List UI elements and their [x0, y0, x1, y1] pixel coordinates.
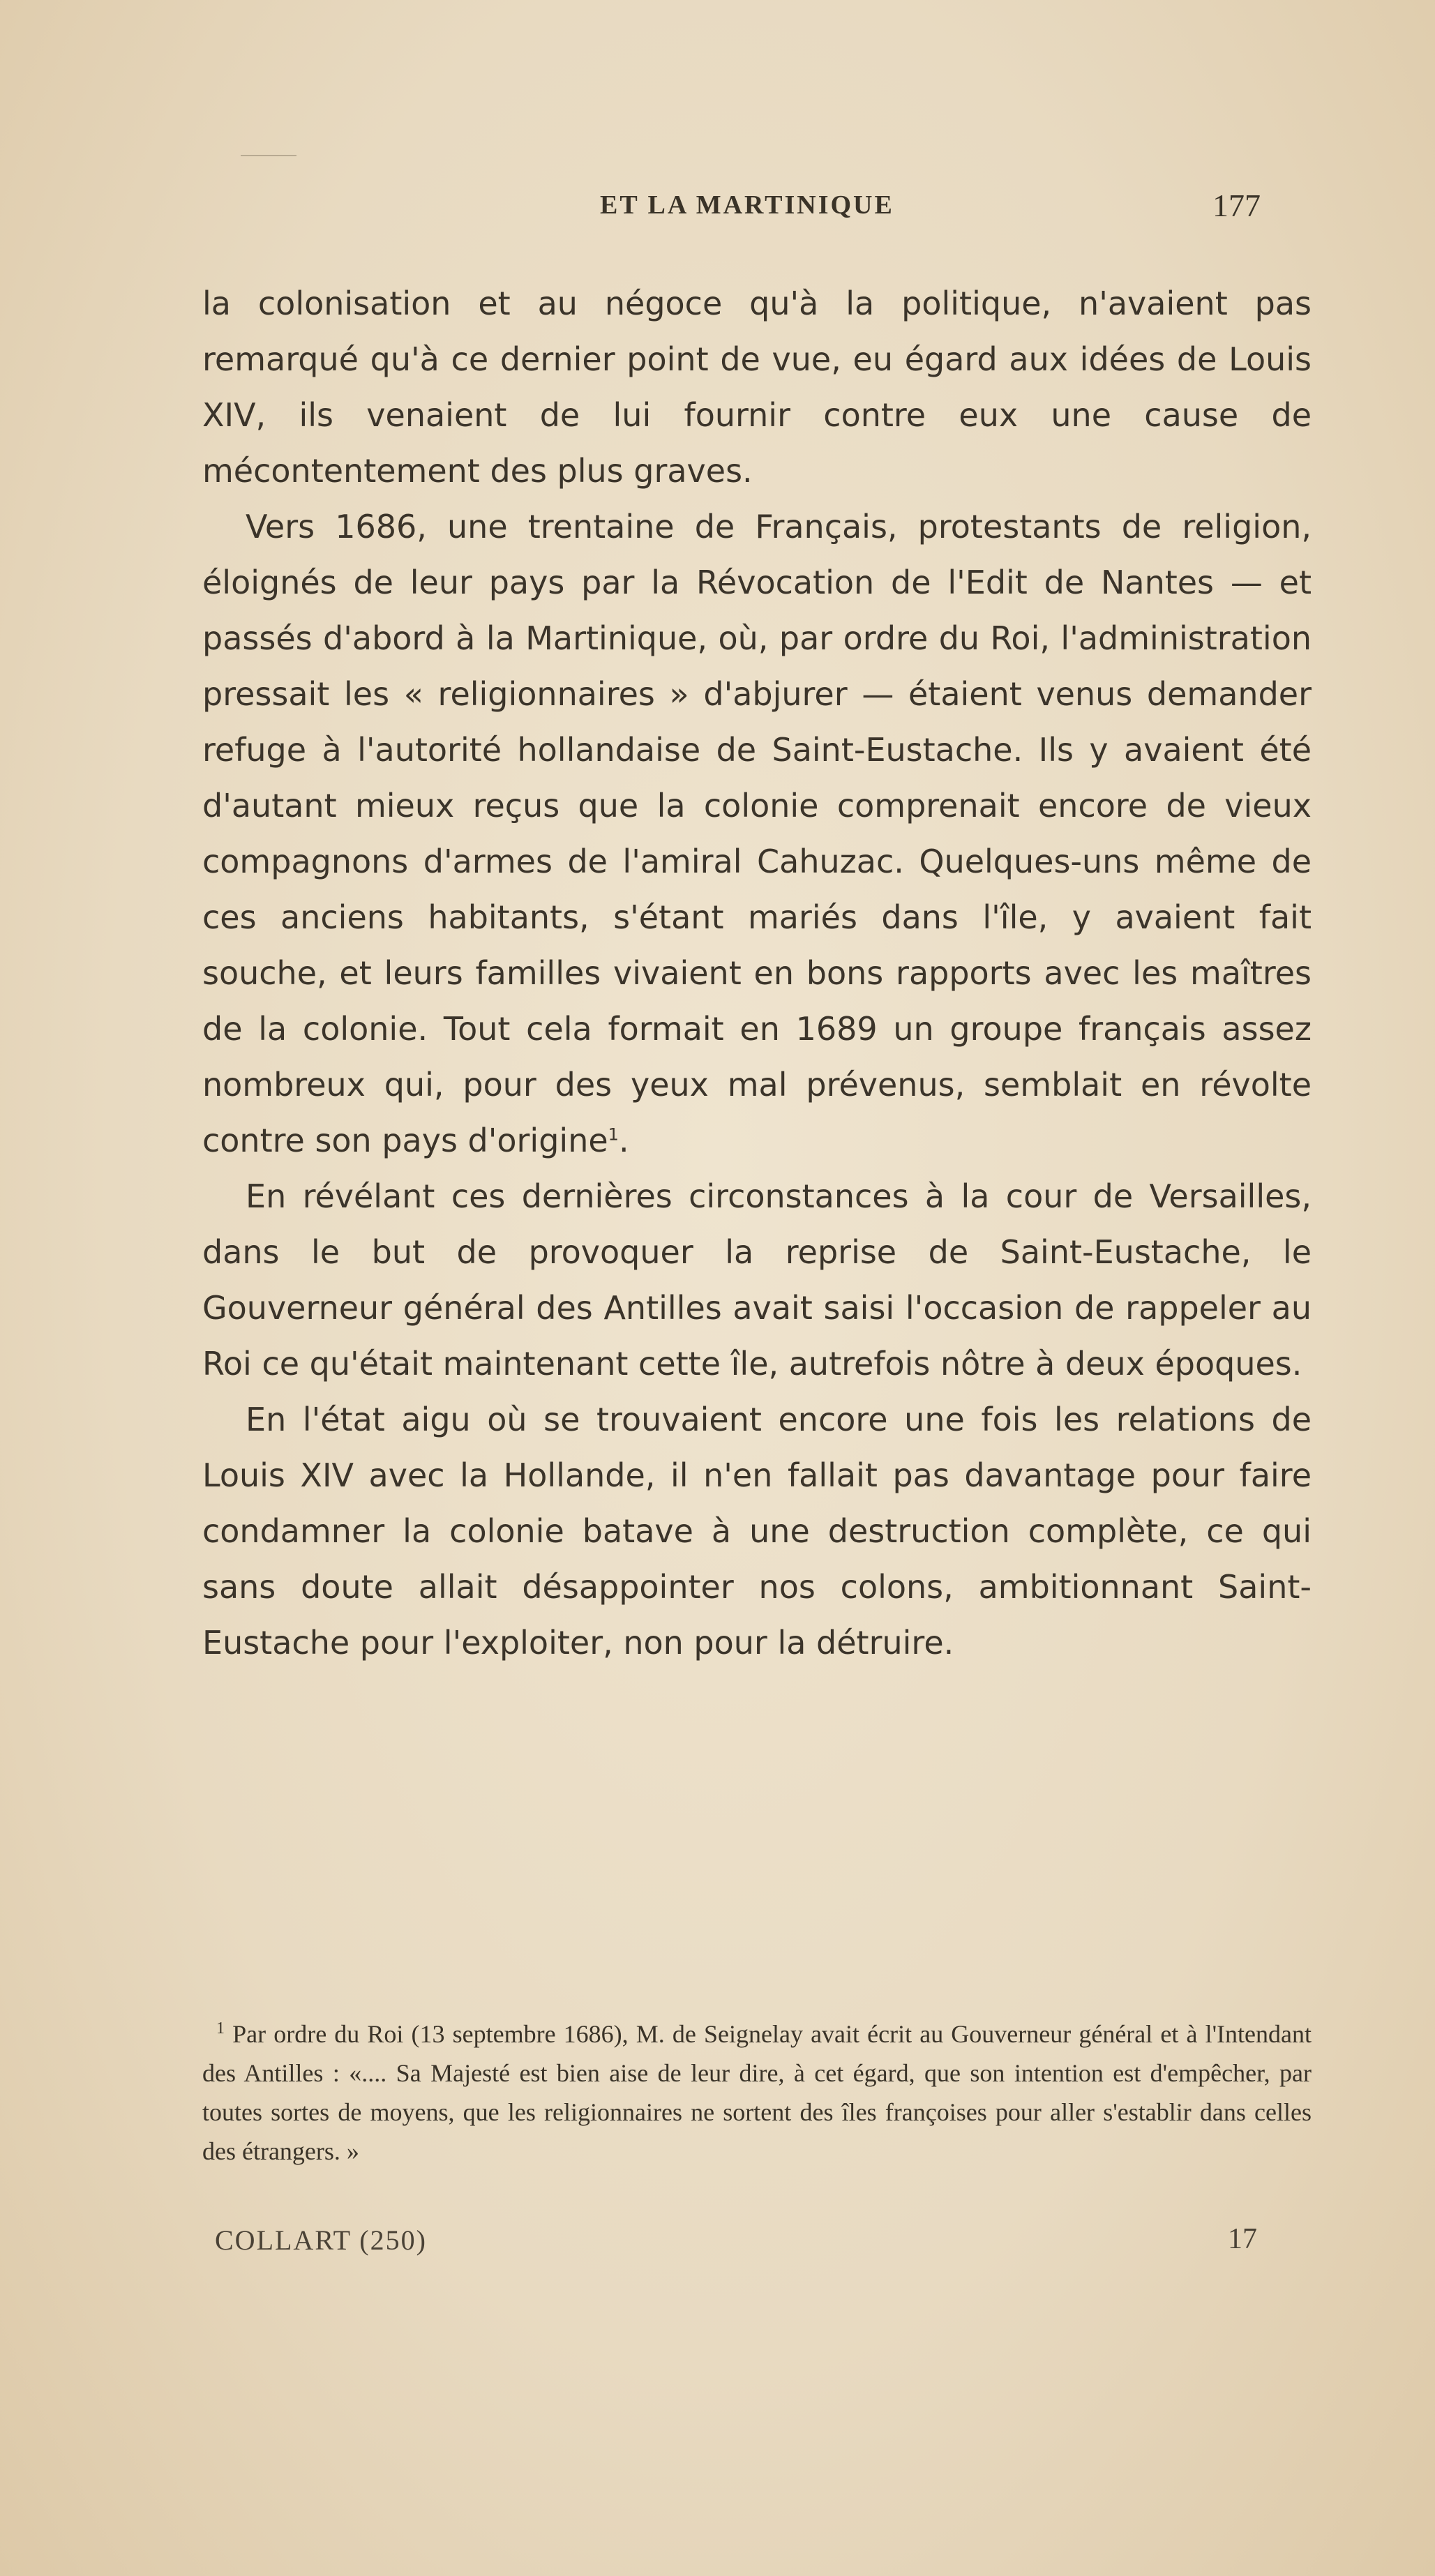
printer-signature: COLLART (250) — [215, 2224, 427, 2256]
footnote-reference: 1 — [608, 1124, 619, 1145]
header-rule — [241, 155, 296, 156]
paragraph-3: En révélant ces dernières circonstances à la cour de Versailles, dans le but de provoquer la reprise de Saint-Eustache, le Gouverneur général des Antilles avait saisi l'occasion de rappeler au Roi ce qu'était maintenant cette île, autrefois nôtre à deux époques. — [202, 1177, 1312, 1383]
paragraph-2-text: Vers 1686, une trentaine de Français, protestants de religion, éloignés de leur pays par la Révocation de l'Edit de Nantes — et passés d'abord à la Martinique, où, par ordre du Roi, l'administration pressait les « religionnaires » d'abjurer — étaient venus demander refuge à l'autorité hollandaise de Saint-Eustache. Ils y avaient été d'autant mieux reçus que la colonie comprenait encore de vieux compagnons d'armes de l'amiral Cahuzac. Quelques-uns même de ces anciens habitants, s'étant mariés dans l'île, y avaient fait souche, et leurs familles vivaient en bons rapports avec les maîtres de la colonie. Tout cela formait en 1689 un groupe français assez nombreux qui, pour des yeux mal prévenus, semblait en révolte contre son pays d'origine — [202, 508, 1312, 1159]
paragraph-4: En l'état aigu où se trouvaient encore une fois les relations de Louis XIV avec la Hollande, il n'en fallait pas davantage pour faire condamner la colonie batave à une destruction complète, ce qui sans doute allait désappointer nos colons, ambitionnant Saint-Eustache pour l'exploiter, non pour la détruire. — [202, 1401, 1312, 1662]
body-text — [202, 276, 1312, 1671]
signature-mark: 17 — [1228, 2223, 1257, 2255]
footnote-text: Par ordre du Roi (13 septembre 1686), M. de Seignelay avait écrit au Gouverneur général et à l'Intendant des Antilles : «.... Sa Majesté est bien aise de leur dire, à cet égard, que son intention est d'empêcher, par toutes sortes de moyens, que les religionnaires ne sortent des îles françoises pour aller s'establir dans celles des étrangers. » — [202, 2020, 1312, 2165]
page-number: 177 — [1212, 188, 1261, 223]
footnote-marker: 1 — [216, 2019, 225, 2038]
paragraph-1: la colonisation et au négoce qu'à la politique, n'avaient pas remarqué qu'à ce dernier point de vue, eu égard aux idées de Louis XIV, ils venaient de lui fournir contre eux une cause de mécontentement des plus graves. — [202, 285, 1312, 490]
paragraph-2-end: . — [618, 1122, 629, 1159]
paragraph-2 — [202, 499, 1312, 1168]
footnote — [202, 2014, 1312, 2171]
running-head: ET LA MARTINIQUE — [600, 190, 894, 220]
